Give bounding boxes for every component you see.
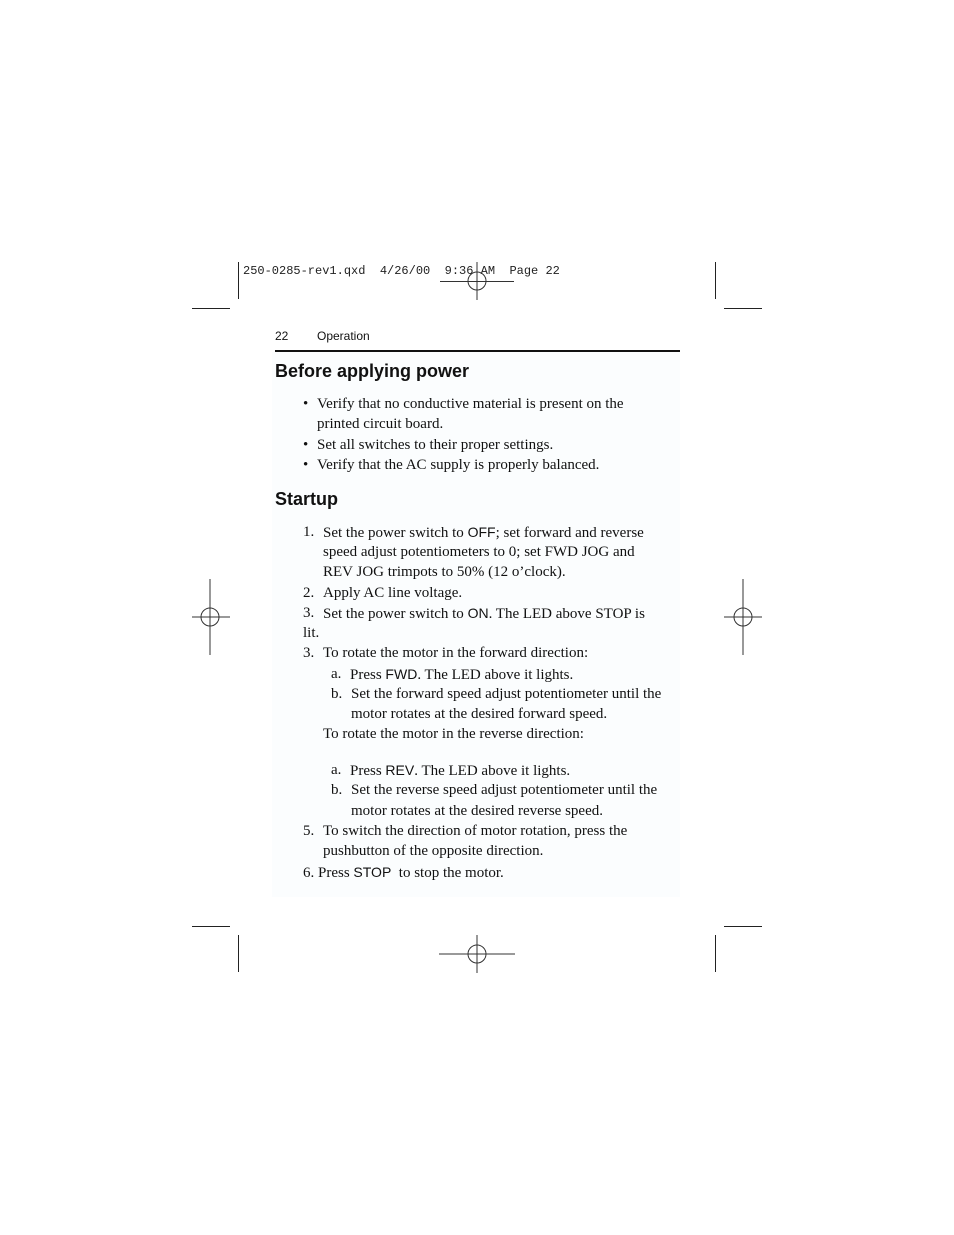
bullet: • (303, 396, 309, 412)
step-number: 2. (303, 585, 315, 601)
text: Set the power switch to (323, 525, 468, 541)
step-3-line (323, 603, 645, 624)
sub-step-label: a. (331, 666, 342, 682)
step-number: 3. (303, 645, 315, 661)
heading-startup: Startup (275, 489, 338, 509)
crop-mark (192, 926, 230, 927)
switch-label-off: OFF (467, 524, 496, 540)
sub-step-line (350, 664, 573, 685)
text: 6. Press (303, 865, 354, 881)
registration-mark-icon (438, 935, 516, 975)
text: . The LED above it lights. (417, 667, 574, 683)
step-5-line: To switch the direction of motor rotation, press the (323, 823, 628, 839)
step-4-line: To rotate the motor in the reverse direction: (323, 726, 584, 742)
text: Press (350, 763, 386, 779)
step-3-line: lit. (303, 625, 320, 641)
section-header: Operation (317, 329, 370, 343)
sub-step-label: b. (331, 782, 343, 798)
step-2-line: Apply AC line voltage. (323, 585, 463, 601)
sub-step-label: b. (331, 686, 343, 702)
sub-step-line: Set the reverse speed adjust potentiometer until the (351, 782, 658, 798)
header-rule (275, 350, 680, 352)
switch-label-on: ON (467, 605, 489, 621)
crop-mark (238, 935, 239, 972)
text: . The LED above STOP is (488, 606, 645, 622)
step-1-line: speed adjust potentiometers to 0; set FWD JOG and (323, 544, 635, 560)
step-6-line (303, 862, 504, 883)
registration-mark-icon (438, 262, 516, 302)
key-label-stop: STOP (353, 864, 392, 880)
sub-step-line: motor rotates at the desired reverse speed. (351, 803, 603, 819)
text: ; set forward and reverse (495, 525, 644, 541)
text: Press (350, 667, 386, 683)
print-slug: 250-0285-rev1.qxd 4/26/00 9:36 AM Page 22 (243, 264, 560, 278)
step-1-line: REV JOG trimpots to 50% (12 o’clock). (323, 564, 566, 580)
crop-mark (724, 926, 762, 927)
text: to stop the motor. (391, 865, 504, 881)
step-number: 1. (303, 524, 315, 540)
list-item: Verify that the AC supply is properly balanced. (317, 457, 600, 473)
step-number: 5. (303, 823, 315, 839)
list-item: printed circuit board. (317, 416, 444, 432)
text: . The LED above it lights. (414, 763, 571, 779)
step-number: 3. (303, 605, 315, 621)
page-number: 22 (275, 329, 289, 343)
step-5-line: pushbutton of the opposite direction. (323, 843, 544, 859)
heading-before-applying-power: Before applying power (275, 361, 470, 381)
list-item: Set all switches to their proper settings. (317, 437, 554, 453)
crop-mark (715, 935, 716, 972)
bullet: • (303, 457, 309, 473)
crop-mark (192, 308, 230, 309)
registration-mark-icon (192, 579, 230, 655)
list-item: Verify that no conductive material is present on the (317, 396, 624, 412)
step-1-line (323, 522, 644, 543)
sub-step-label: a. (331, 762, 342, 778)
step-4-line: To rotate the motor in the forward direction: (323, 645, 589, 661)
sub-step-line: motor rotates at the desired forward speed. (351, 706, 608, 722)
bullet: • (303, 437, 309, 453)
sub-step-line (350, 760, 570, 781)
crop-mark (238, 262, 239, 299)
crop-mark (724, 308, 762, 309)
key-label-fwd: FWD (385, 666, 418, 682)
text: Set the power switch to (323, 606, 468, 622)
crop-mark (715, 262, 716, 299)
sub-step-line: Set the forward speed adjust potentiometer until the (351, 686, 662, 702)
registration-mark-icon (724, 579, 762, 655)
key-label-rev: REV (385, 762, 415, 778)
